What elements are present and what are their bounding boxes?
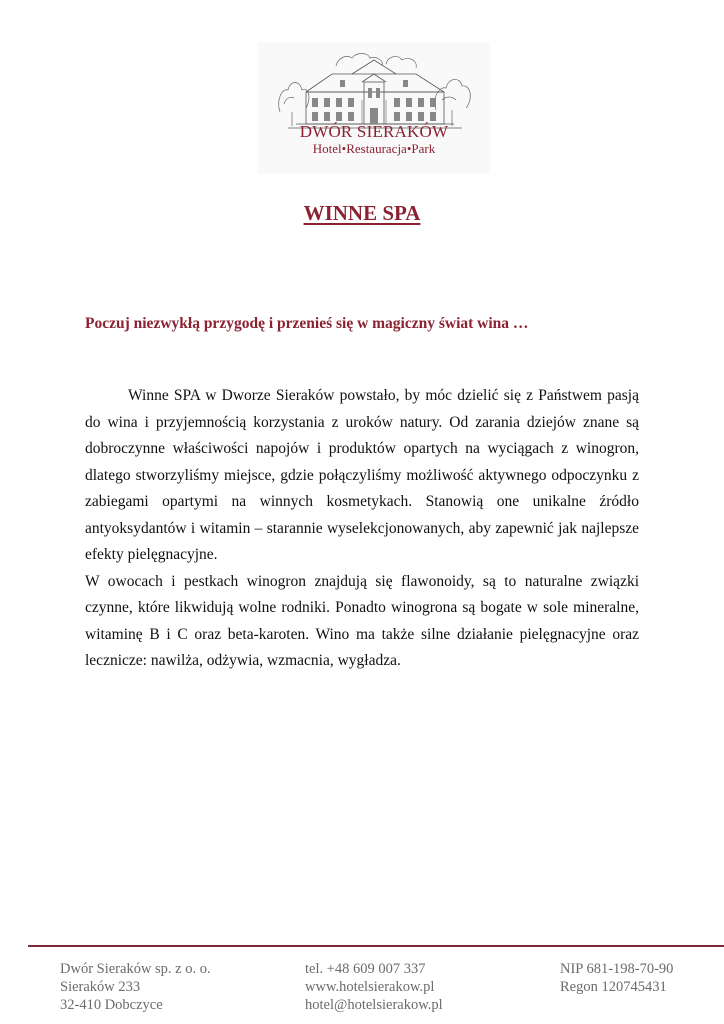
- body-paragraph: Winne SPA w Dworze Sieraków powstało, by móc dzielić się z Państwem pasją do wina i przyjemnością korzystania z uroków natury. Od zarania dziejów znane są dobroczynne właściwości napojów i produktów opartych na wyciągach z winogron, dlatego stworzyliśmy miejsce, gdzie połączyliśmy możliwość aktywnego odpoczynku z zabiegami opartymi na winnych kosmetykach. Stanowią one unikalne źródło antyoksydantów i witamin – starannie wyselekcjonowanych, aby zapewnić jak najlepsze efekty pielęgnacyjne.: [85, 387, 639, 563]
- footer-email[interactable]: hotel@hotelsierakow.pl: [305, 997, 443, 1013]
- footer-address: [60, 960, 211, 1014]
- brand-name: DWÓR SIERAKÓW: [299, 122, 449, 141]
- footer-divider: [28, 945, 724, 947]
- footer-company: Dwór Sieraków sp. z o. o.: [60, 961, 211, 977]
- page-title: WINNE SPA: [303, 201, 421, 225]
- body-paragraph: W owocach i pestkach winogron znajdują się flawonoidy, są to naturalne związki czynne, które likwidują wolne rodniki. Ponadto winogrona są bogate w sole mineralne, witaminę B i C oraz beta-karoten. Wino ma także silne działanie pielęgnacyjne oraz lecznicze: nawilża, odżywia, wzmacnia, wygładza.: [85, 572, 639, 669]
- footer-nip: NIP 681-198-70-90: [560, 961, 674, 977]
- brand-tagline: Hotel•Restauracja•Park: [312, 141, 436, 156]
- body-text: [85, 383, 639, 675]
- footer-regon: Regon 120745431: [560, 979, 667, 995]
- manor-house-illustration: [276, 52, 472, 130]
- subtitle: Poczuj niezwykłą przygodę i przenieś się w magiczny świat wina …: [85, 315, 529, 332]
- hotel-logo: [258, 42, 490, 174]
- footer-contact: [305, 960, 443, 1014]
- footer-phone: tel. +48 609 007 337: [305, 961, 426, 977]
- footer-registration: [560, 960, 673, 996]
- footer-city: 32-410 Dobczyce: [60, 997, 163, 1013]
- footer-street: Sieraków 233: [60, 979, 141, 995]
- footer-website[interactable]: www.hotelsierakow.pl: [305, 979, 435, 995]
